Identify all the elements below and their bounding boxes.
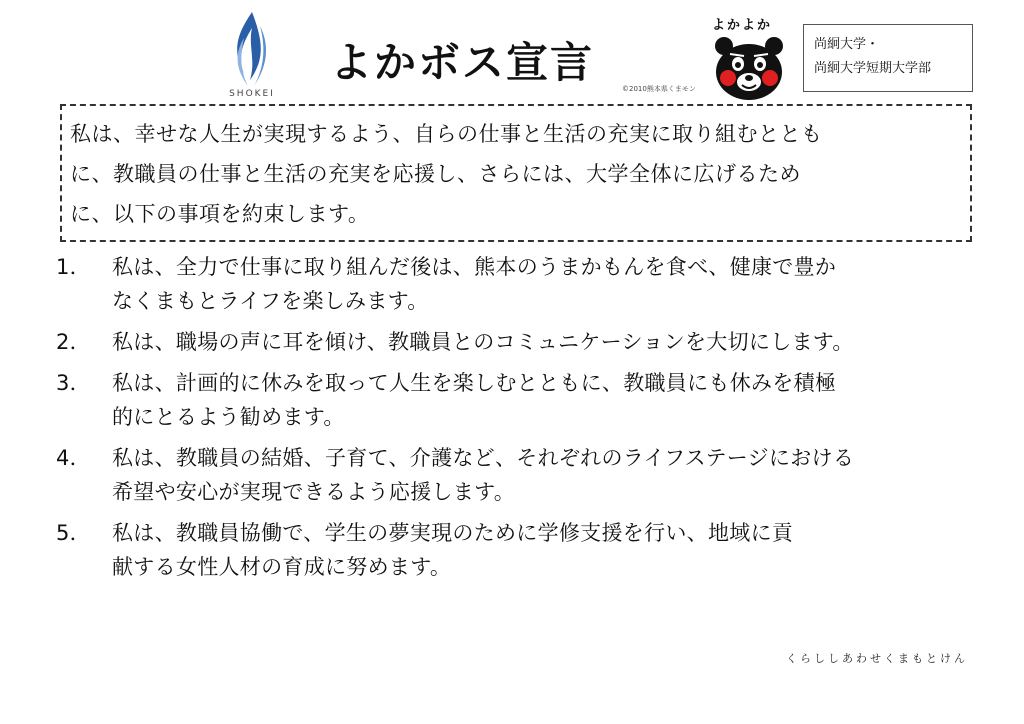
pledge-number: 5． — [56, 521, 91, 545]
copyright-note: ©2010熊本県くまモン — [622, 85, 696, 93]
pledge-line: 献する女性人材の育成に努めます。 — [112, 555, 452, 579]
pledge-line: 私は、職場の声に耳を傾け、教職員とのコミュニケーションを大切にします。 — [112, 330, 854, 354]
page-title: よかボス宣言 — [330, 38, 595, 87]
pledge-text — [112, 325, 976, 359]
pledge-line: 希望や安心が実現できるよう応援します。 — [112, 480, 516, 504]
footer-slogan: くらししあわせくまもとけん — [786, 652, 968, 665]
university-box — [803, 24, 973, 92]
logo-caption: SHOKEI — [229, 89, 275, 99]
pledge-list — [56, 250, 976, 591]
pledge-line: なくまもとライフを楽しみます。 — [112, 289, 429, 313]
pledge-item — [56, 516, 976, 584]
pledge-item — [56, 441, 976, 509]
pledge-text — [112, 366, 976, 434]
intro-line: 私は、幸せな人生が実現するよう、自らの仕事と生活の充実に取り組むととも — [70, 122, 823, 146]
university-name-line-2: 尚絅大学短期大学部 — [814, 61, 932, 76]
pledge-item — [56, 366, 976, 434]
pledge-line: 私は、教職員の結婚、子育て、介護など、それぞれのライフステージにおける — [112, 446, 855, 470]
pledge-text — [112, 516, 976, 584]
university-name-line-1: 尚絅大学・ — [814, 37, 880, 52]
mascot-caption: よかよか — [712, 18, 773, 33]
pledge-line: 私は、計画的に休みを取って人生を楽しむとともに、教職員にも休みを積極 — [112, 371, 837, 395]
pledge-text — [112, 441, 976, 509]
intro-statement-box — [60, 104, 972, 242]
pledge-number: 2． — [56, 330, 91, 354]
pledge-item — [56, 325, 976, 359]
pledge-line: 的にとるよう勧めます。 — [112, 405, 345, 429]
pledge-line: 私は、教職員協働で、学生の夢実現のために学修支援を行い、地域に貢 — [112, 521, 794, 545]
pledge-number: 1． — [56, 255, 91, 279]
pledge-line: 私は、全力で仕事に取り組んだ後は、熊本のうまかもんを食べ、健康で豊か — [112, 255, 837, 279]
intro-line: に、以下の事項を約束します。 — [70, 202, 370, 226]
intro-line: に、教職員の仕事と生活の充実を応援し、さらには、大学全体に広げるため — [70, 162, 801, 186]
pledge-text — [112, 250, 976, 318]
pledge-number: 3． — [56, 371, 91, 395]
kumamon-mascot-icon — [712, 34, 786, 102]
pledge-number: 4． — [56, 446, 91, 470]
pledge-item — [56, 250, 976, 318]
